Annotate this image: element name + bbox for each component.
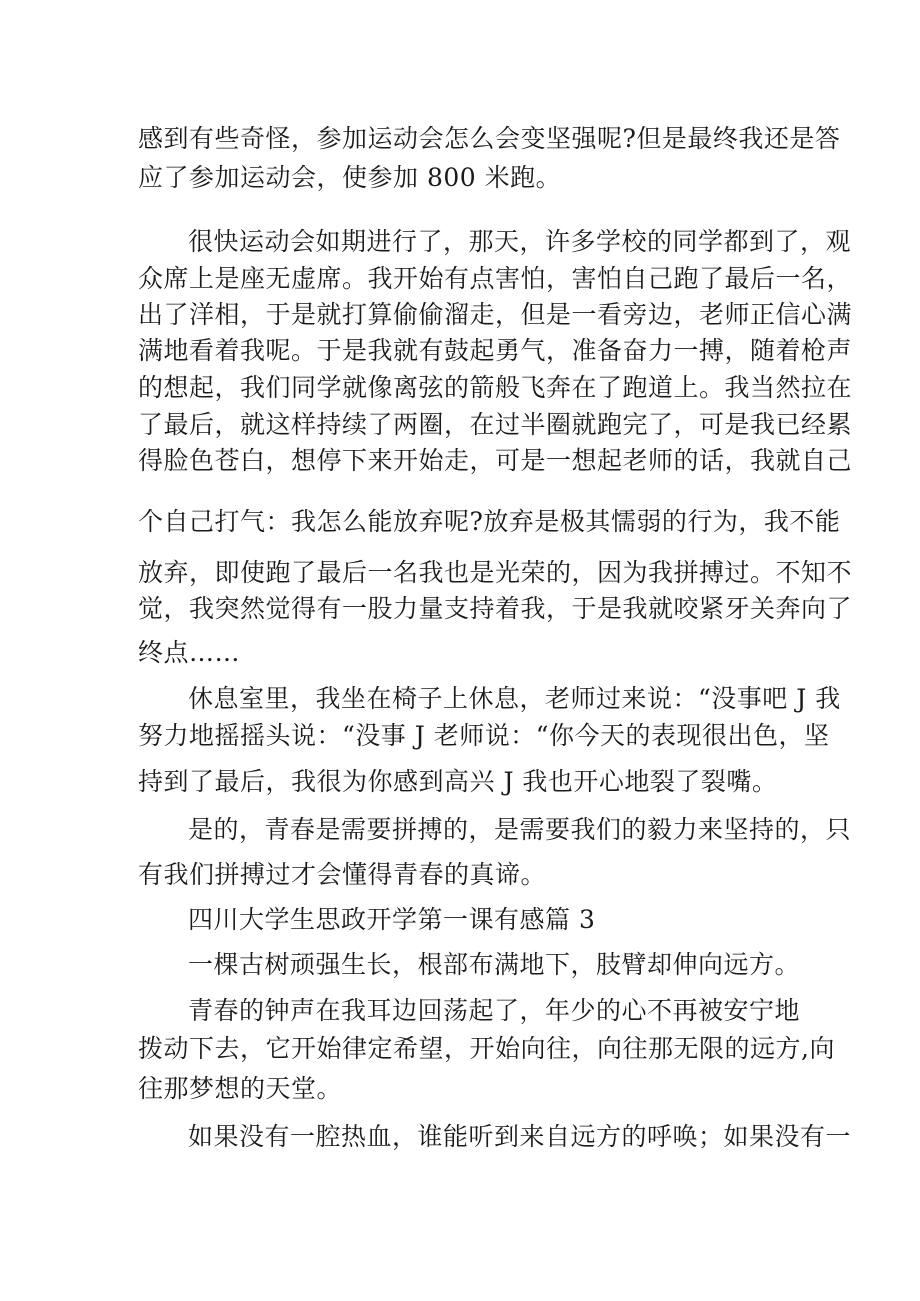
text-line: 的想起，我们同学就像离弦的箭般飞奔在了跑道上。我当然拉在 <box>138 373 853 402</box>
text-line: 个自己打气：我怎么能放弃呢?放弃是极其懦弱的行为，我不能 <box>138 507 841 536</box>
text-line: 拨动下去，它开始律定希望，开始向往，向往那无限的远方,向 <box>138 1034 835 1063</box>
text-line: 觉，我突然觉得有一股力量支持着我，于是我就咬紧牙关奔向了 <box>138 594 853 623</box>
text-line: 感到有些奇怪，参加运动会怎么会变坚强呢?但是最终我还是答 <box>138 124 841 153</box>
text-line: 应了参加运动会，使参加 800 米跑。 <box>138 163 562 192</box>
text-line: 出了洋相，于是就打算偷偷溜走，但是一看旁边，老师正信心满 <box>138 300 853 329</box>
text-line: 满地看着我呢。于是我就有鼓起勇气，准备奋力一搏，随着枪声 <box>138 336 853 365</box>
text-line: 持到了最后，我很为你感到高兴 J 我也开心地裂了裂嘴。 <box>138 767 778 796</box>
text-line: 众席上是座无虚席。我开始有点害怕，害怕自己跑了最后一名， <box>138 264 853 293</box>
text-line: 终点…… <box>138 638 241 667</box>
paragraph-start-line: 如果没有一腔热血，谁能听到来自远方的呼唤；如果没有一 <box>188 1122 852 1151</box>
paragraph-start-line: 一棵古树顽强生长，根部布满地下，肢臂却伸向远方。 <box>188 950 801 979</box>
paragraph-start-line: 青春的钟声在我耳边回荡起了，年少的心不再被安宁地 <box>188 996 801 1025</box>
text-line: 了最后，就这样持续了两圈，在过半圈就跑完了，可是我已经累 <box>138 410 853 439</box>
paragraph-start-line: 很快运动会如期进行了，那天，许多学校的同学都到了，观 <box>188 227 852 256</box>
text-line: 努力地摇摇头说：“没事 J 老师说：“你今天的表现很出色，坚 <box>138 721 830 750</box>
text-line: 往那梦想的天堂。 <box>138 1074 343 1103</box>
paragraph-start-line: 是的，青春是需要拼搏的，是需要我们的毅力来坚持的，只 <box>188 815 852 844</box>
section-heading: 四川大学生思政开学第一课有感篇 3 <box>188 905 596 934</box>
text-line: 放弃，即使跑了最后一名我也是光荣的，因为我拼搏过。不知不 <box>138 558 853 587</box>
text-line: 有我们拼搏过才会懂得青春的真谛。 <box>138 860 547 889</box>
text-line: 得脸色苍白，想停下来开始走，可是一想起老师的话，我就自己 <box>138 446 853 475</box>
paragraph-start-line: 休息室里，我坐在椅子上休息，老师过来说：“没事吧 J 我 <box>188 684 841 713</box>
